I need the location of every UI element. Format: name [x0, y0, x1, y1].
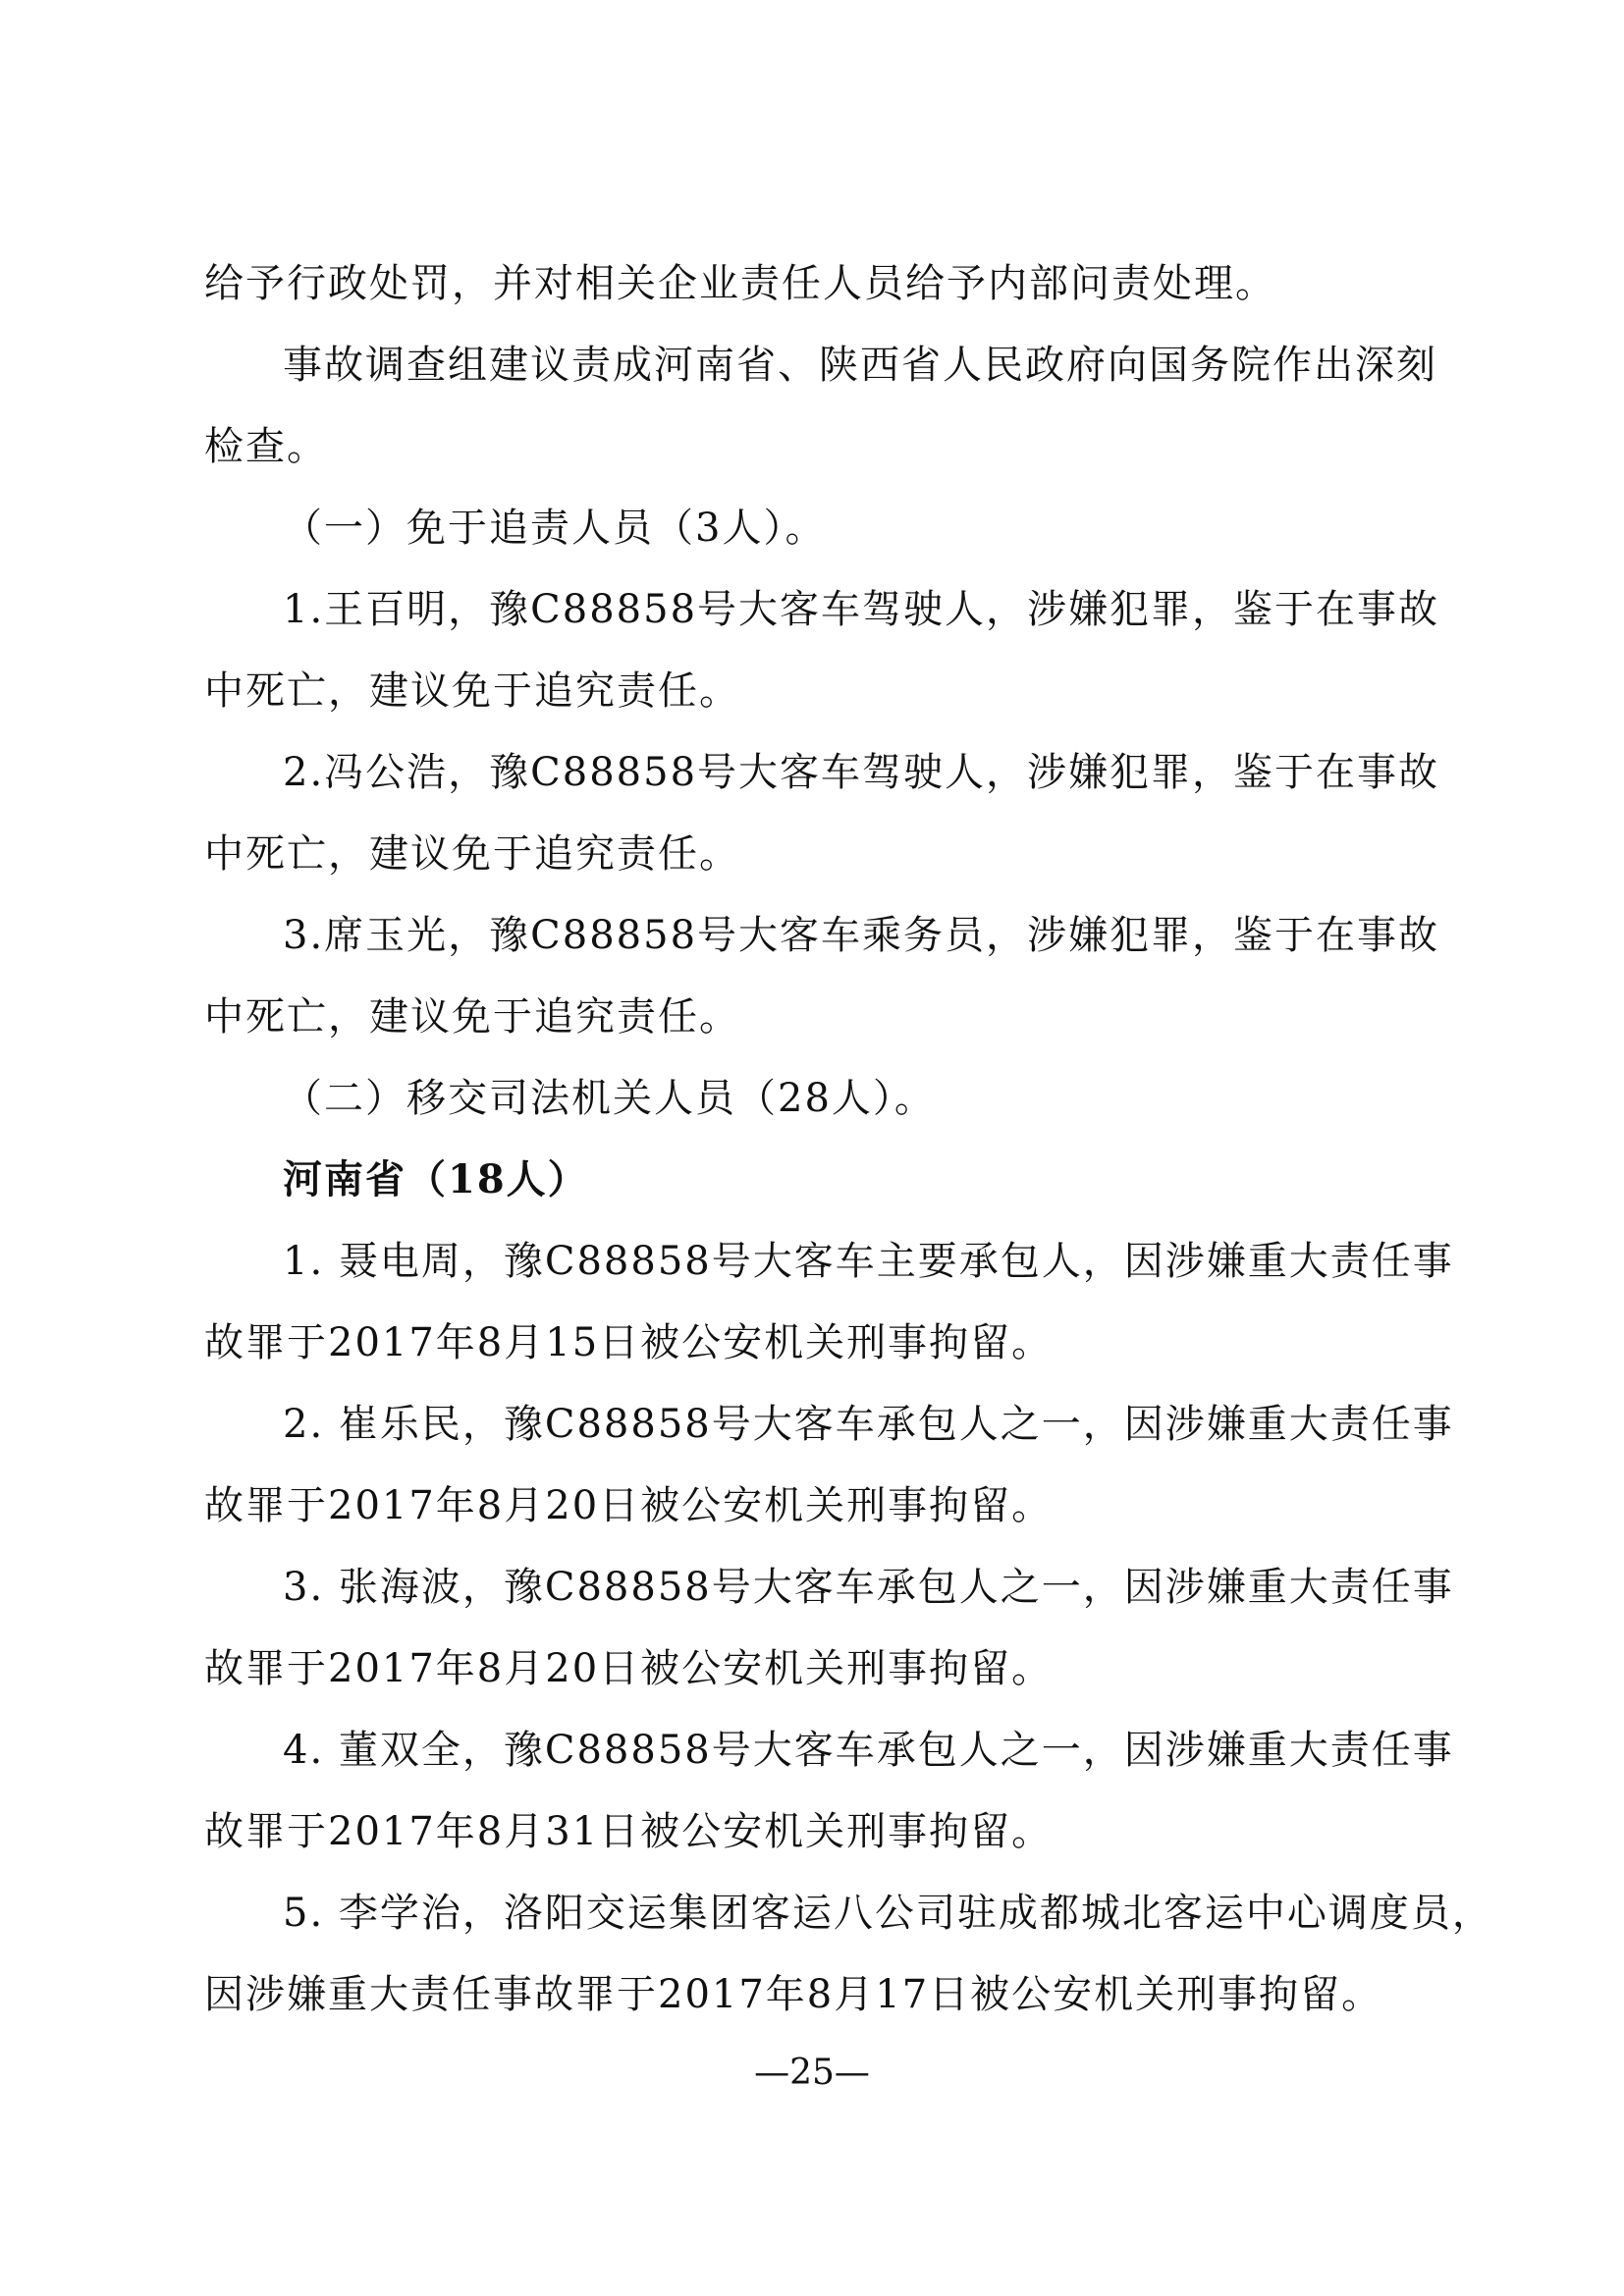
list-item-line: 2.冯公浩，豫C88858号大客车驾驶人，涉嫌犯罪，鉴于在事故 [283, 750, 1440, 795]
list-item-line: 3.席玉光，豫C88858号大客车乘务员，涉嫌犯罪，鉴于在事故 [283, 913, 1440, 958]
list-item-line: 中死亡，建议免于追究责任。 [204, 831, 740, 877]
list-item-line: 1.王百明，豫C88858号大客车驾驶人，涉嫌犯罪，鉴于在事故 [283, 587, 1440, 632]
list-item-line: 5. 李学治，洛阳交运集团客运八公司驻成都城北客运中心调度员， [283, 1891, 1493, 1936]
section-heading: （一）免于追责人员（3人）。 [283, 506, 827, 551]
list-item-line: 中死亡，建议免于追究责任。 [204, 994, 740, 1040]
list-item-line: 故罪于2017年8月15日被公安机关刑事拘留。 [204, 1320, 1054, 1365]
list-item-line: 2. 崔乐民，豫C88858号大客车承包人之一，因涉嫌重大责任事 [283, 1402, 1454, 1447]
list-item-line: 故罪于2017年8月20日被公安机关刑事拘留。 [204, 1483, 1054, 1528]
list-item-line: 故罪于2017年8月31日被公安机关刑事拘留。 [204, 1809, 1054, 1854]
list-item-line: 4. 董双全，豫C88858号大客车承包人之一，因涉嫌重大责任事 [283, 1728, 1454, 1773]
section-heading: （二）移交司法机关人员（28人）。 [283, 1076, 936, 1121]
list-item-line: 1. 聂电周，豫C88858号大客车主要承包人，因涉嫌重大责任事 [283, 1239, 1454, 1284]
list-item-line: 因涉嫌重大责任事故罪于2017年8月17日被公安机关刑事拘留。 [204, 1972, 1383, 2017]
list-item-line: 中死亡，建议免于追究责任。 [204, 668, 740, 714]
list-item-line: 故罪于2017年8月20日被公安机关刑事拘留。 [204, 1646, 1054, 1691]
page-number: —25— [754, 2053, 870, 2093]
body-text-line: 检查。 [204, 424, 328, 469]
body-text-line: 给予行政处罚，并对相关企业责任人员给予内部问责处理。 [204, 261, 1276, 306]
list-item-line: 3. 张海波，豫C88858号大客车承包人之一，因涉嫌重大责任事 [283, 1565, 1454, 1610]
body-text-line: 事故调查组建议责成河南省、陕西省人民政府向国务院作出深刻 [283, 343, 1437, 388]
subsection-heading: 河南省（18人） [283, 1156, 589, 1202]
